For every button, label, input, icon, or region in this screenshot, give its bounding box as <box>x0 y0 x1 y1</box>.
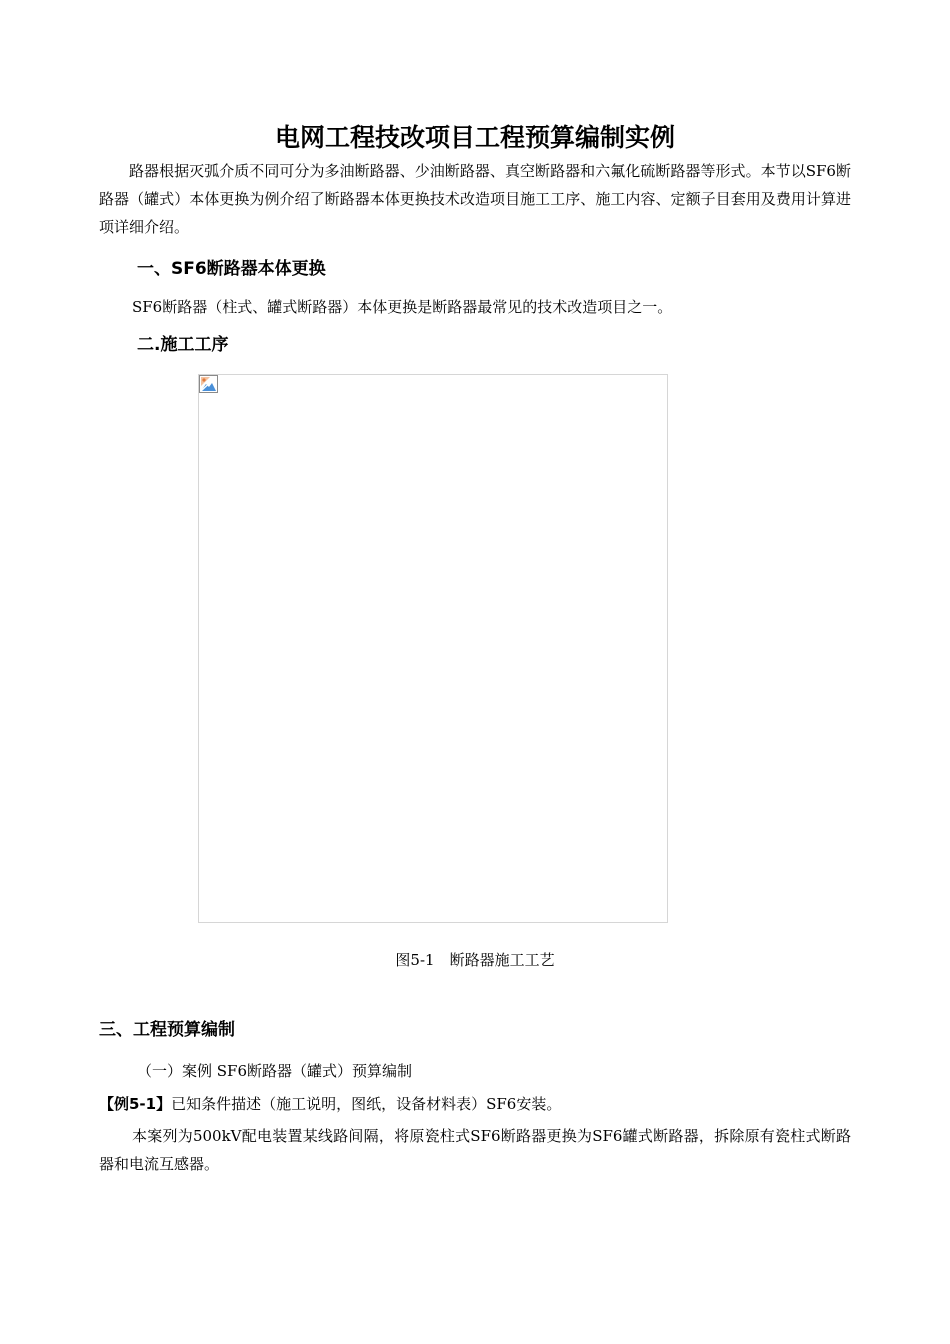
example-text: 已知条件描述（施工说明，图纸，设备材料表）SF6安装。 <box>171 1095 562 1113</box>
section-1-text: SF6断路器（柱式、罐式断路器）本体更换是断路器最常见的技术改造项目之一。 <box>132 298 673 316</box>
case-subheading: （一）案例 SF6断路器（罐式）预算编制 <box>137 1062 412 1080</box>
section-heading-3: 三、工程预算编制 <box>99 1020 235 1040</box>
figure-caption: 图5-1 断路器施工工艺 <box>395 951 555 969</box>
section-heading-1: 一、SF6断路器本体更换 <box>137 259 326 279</box>
figure-image-placeholder <box>198 374 668 923</box>
case-paragraph: 本案列为500kV配电装置某线路间隔，将原瓷柱式SF6断路器更换为SF6罐式断路器，拆除原有瓷柱式断路器和电流互感器。 <box>99 1127 851 1173</box>
broken-image-icon <box>199 375 218 393</box>
page-title: 电网工程技改项目工程预算编制实例 <box>274 123 675 152</box>
section-heading-2: 二.施工工序 <box>137 335 229 355</box>
example-line <box>99 1090 561 1118</box>
example-label: 【例5-1】 <box>99 1095 172 1113</box>
intro-paragraph: 路器根据灭弧介质不同可分为多油断路器、少油断路器、真空断路器和六氟化硫断路器等形式。本节以SF6断路器（罐式）本体更换为例介绍了断路器本体更换技术改造项目施工工序、施工内容、定额子目套用及费用计算进项详细介绍。 <box>99 162 851 236</box>
